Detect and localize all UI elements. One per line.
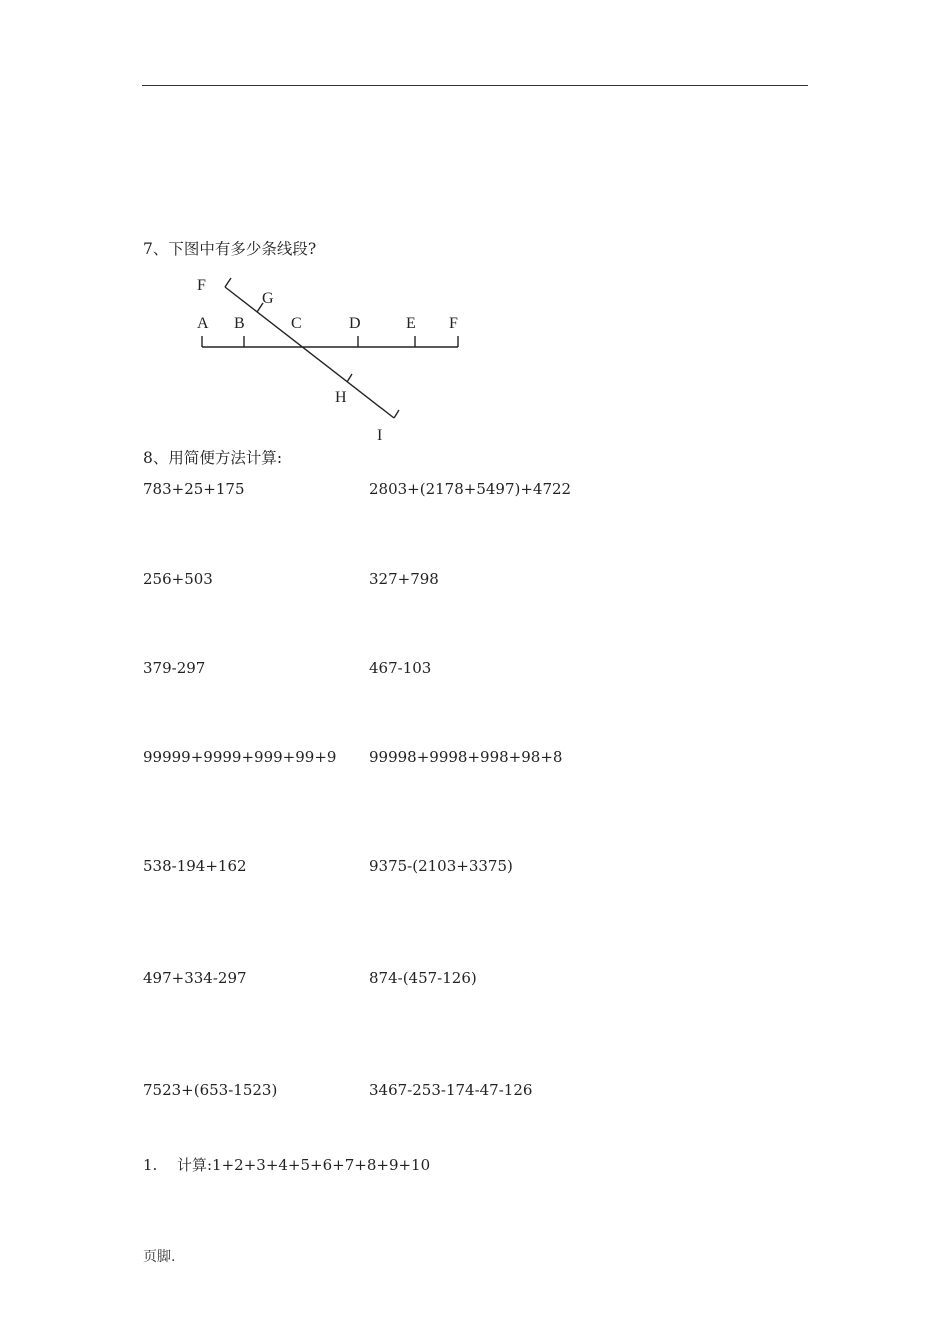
- label-d: D: [349, 315, 361, 332]
- expr-left-2: 256+503: [143, 570, 213, 588]
- expr-right-4: 99998+9998+998+98+8: [369, 748, 563, 766]
- expr-left-4: 99999+9999+999+99+9: [143, 748, 337, 766]
- tick-i: [394, 410, 399, 418]
- expr-left-6: 497+334-297: [143, 969, 247, 987]
- expr-right-6: 874-(457-126): [369, 969, 477, 987]
- expr-right-2: 327+798: [369, 570, 439, 588]
- page-footer: 页脚.: [143, 1249, 176, 1265]
- label-b: B: [234, 315, 245, 332]
- question-1-text: 计算:1+2+3+4+5+6+7+8+9+10: [177, 1156, 431, 1174]
- diagonal-segment: [225, 287, 394, 418]
- label-i: I: [377, 427, 383, 444]
- question-8-title: 8、用简便方法计算:: [143, 449, 283, 467]
- header-rule: [142, 85, 808, 86]
- line-segment-figure: [185, 270, 475, 450]
- label-c: C: [291, 315, 302, 332]
- expr-left-3: 379-297: [143, 659, 206, 677]
- expr-right-7: 3467-253-174-47-126: [369, 1081, 533, 1099]
- expr-right-1: 2803+(2178+5497)+4722: [369, 480, 572, 498]
- label-f-right: F: [449, 315, 458, 332]
- label-a: A: [197, 315, 209, 332]
- expr-left-1: 783+25+175: [143, 480, 245, 498]
- expr-right-5: 9375-(2103+3375): [369, 857, 513, 875]
- label-h: H: [335, 389, 347, 406]
- tick-f-top: [225, 278, 231, 287]
- question-1-number: 1.: [143, 1156, 158, 1174]
- label-f-top: F: [197, 277, 206, 294]
- label-e: E: [406, 315, 416, 332]
- expr-left-5: 538-194+162: [143, 857, 247, 875]
- expr-left-7: 7523+(653-1523): [143, 1081, 278, 1099]
- expr-right-3: 467-103: [369, 659, 432, 677]
- tick-h: [347, 374, 352, 382]
- label-g: G: [262, 290, 274, 307]
- question-7-title: 7、下图中有多少条线段?: [143, 240, 317, 258]
